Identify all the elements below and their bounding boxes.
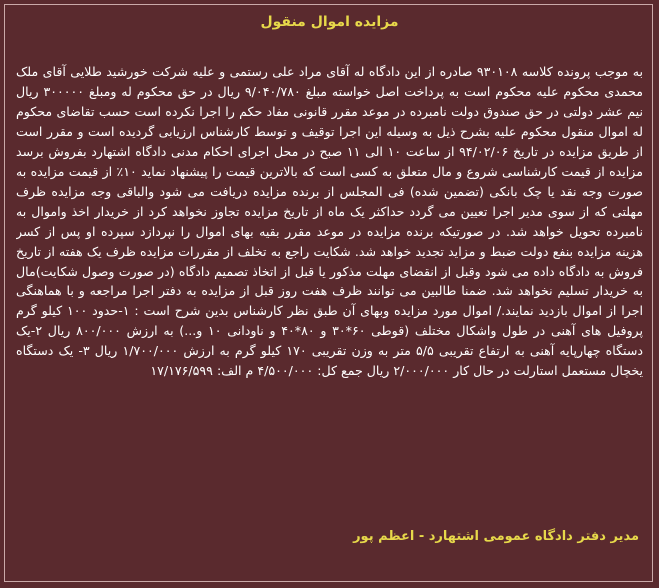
notice-body: به موجب پرونده کلاسه ۹۳۰۱۰۸ صادره از این دادگاه له آقای مراد علی رستمی و علیه شرکت خورشید طلایی آقای ملک محمدی محکوم علیه محکوم است به پرداخت اصل خواسته مبلغ ۹/۰۴۰/۷۸۰ ریال در حق محکوم له ومبلغ ۳۰۰۰۰۰ ریال نیم عشر دولتی در حق صندوق دولت نامبرده در موعد مقرر قانونی مفاد حکم را اجرا نکرده است حسب تقاضای محکوم له اموال منقول محکوم علیه بشرح ذیل به وسیله این اجرا توقیف و توسط کارشناس ارزیابی گردیده است و مقرر است از طریق مزایده در تاریخ ۹۴/۰۲/۰۶ از ساعت ۱۰ الی ۱۱ صبح در محل اجرای احکام مدنی دادگاه اشتهارد بفروش برسد مزایده از قیمت کارشناسی شروع و مال متعلق به کسی است که بالاترین قیمت را پیشنهاد نماید ۱۰٪ از قیمت مزایده به صورت وجه نقد یا چک بانکی (تضمین شده) فی المجلس از برنده مزایده دریافت می شود والباقی وجه مزایده ظرف مهلتی که از سوی مدیر اجرا تعیین می گردد حداکثر یک ماه از تاریخ مزایده تجاوز نخواهد کرد از خریدار اخذ واموال به نامبرده تحویل خواهد شد. در صورتیکه برنده مزایده در موعد مقرر بقیه بهای اموال را نپردازد سپرده او پس از کسر هزینه مزایده بنفع دولت ضبط و مزاید تجدید خواهد شد. شکایت راجع به تخلف از مقررات مزایده ظرف یک هفته از تاریخ فروش به دادگاه داده می شود وقبل از انقضای مهلت مذکور یا قبل از اتخاذ تصمیم دادگاه (در صورت وصول شکایت)مال به خریدار تسلیم نخواهد شد. ضمنا طالبین می توانند ظرف هفت روز قبل از مزایده به دفتر اجرا مراجعه و با هماهنگی اجرا از اموال بازدید نمایند./ اموال مورد مزایده وبهای آن طبق نظر کارشناس بدین شرح است : ۱-حدود ۱۰۰ کیلو گرم پروفیل های آهنی در طول واشکال مختلف (قوطی ۶۰*۳۰ و ۸۰*۴۰ و ناودانی ۱۰ و...) به ارزش ۸۰۰/۰۰۰ ریال ۲-یک دستگاه چهارپایه آهنی به ارتفاع تقریبی ۵/۵ متر به وزن تقریبی ۱۷۰ کیلو گرم به ارزش ۱/۷۰۰/۰۰۰ ریال ۳- یک دستگاه یخچال مستعمل استارلت در حال کار ۲/۰۰۰/۰۰۰ ریال جمع کل: ۴/۵۰۰/۰۰۰ م الف: ۱۷/۱۷۶/۵۹۹ [16,64,643,379]
notice-title: مزایده اموال منقول [260,14,399,30]
notice-signature: مدیر دفتر دادگاه عمومی اشتهارد - اعظم پور [353,529,639,544]
